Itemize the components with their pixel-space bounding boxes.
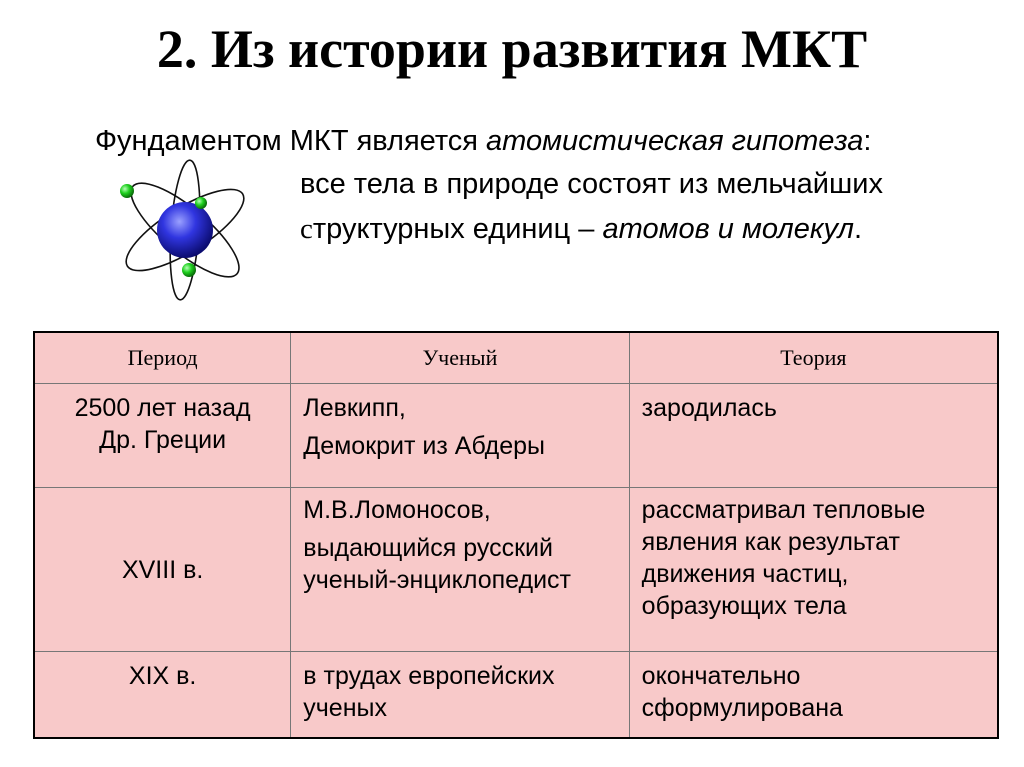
table-header-row [34, 332, 998, 384]
theory-text: рассматривал тепловые явления как результат движения частиц, образующих тела [641, 496, 926, 620]
intro-line-3-italic: атомов и молекул [602, 213, 855, 245]
electron-3 [182, 263, 196, 277]
cell-scientist [291, 652, 629, 738]
nucleus [157, 202, 213, 258]
intro-line-3-first-letter: с [300, 213, 313, 245]
cell-scientist [291, 384, 629, 488]
cell-period [34, 384, 291, 488]
period-line: XIX в. [128, 662, 197, 690]
cell-period [34, 652, 291, 738]
scientist-line: в трудах европейских ученых [303, 662, 555, 722]
cell-scientist [291, 488, 629, 652]
intro-line-2: все тела в природе состоят из мельчайших [300, 168, 883, 200]
table-row [34, 488, 998, 652]
period-line: Др. Греции [99, 426, 227, 454]
electron-1 [120, 184, 134, 198]
cell-period [34, 488, 291, 652]
intro-line-1 [95, 120, 871, 162]
table-row [34, 384, 998, 488]
theory-text: зародилась [641, 394, 777, 422]
scientist-line: Левкипп, [303, 394, 406, 422]
intro-line-3-text: труктурных единиц – [312, 213, 603, 245]
cell-theory [629, 652, 998, 738]
page-title: 2. Из истории развития МКТ [156, 19, 868, 79]
header-period: Период [34, 332, 291, 384]
intro-line-3-period: . [854, 213, 863, 245]
header-theory: Теория [629, 332, 998, 384]
scientist-line: М.В.Ломоносов, [303, 496, 491, 524]
history-table [33, 331, 999, 739]
scientist-line: Демокрит из Абдеры [303, 432, 546, 460]
table-row [34, 652, 998, 738]
period-line: XVIII в. [121, 555, 204, 584]
cell-theory [629, 488, 998, 652]
intro-text: Фундаментом МКТ является [95, 125, 487, 157]
electron-2 [195, 197, 207, 209]
intro-line-3 [300, 208, 862, 250]
header-scientist: Ученый [291, 332, 629, 384]
intro-colon: : [863, 125, 872, 157]
scientist-line: выдающийся русский ученый-энциклопедист [303, 534, 572, 594]
period-line: 2500 лет назад [74, 394, 251, 422]
intro-italic-term: атомистическая гипотеза [486, 125, 864, 157]
atom-icon [110, 158, 260, 308]
theory-text: окончательно сформулирована [641, 662, 843, 722]
cell-theory [629, 384, 998, 488]
